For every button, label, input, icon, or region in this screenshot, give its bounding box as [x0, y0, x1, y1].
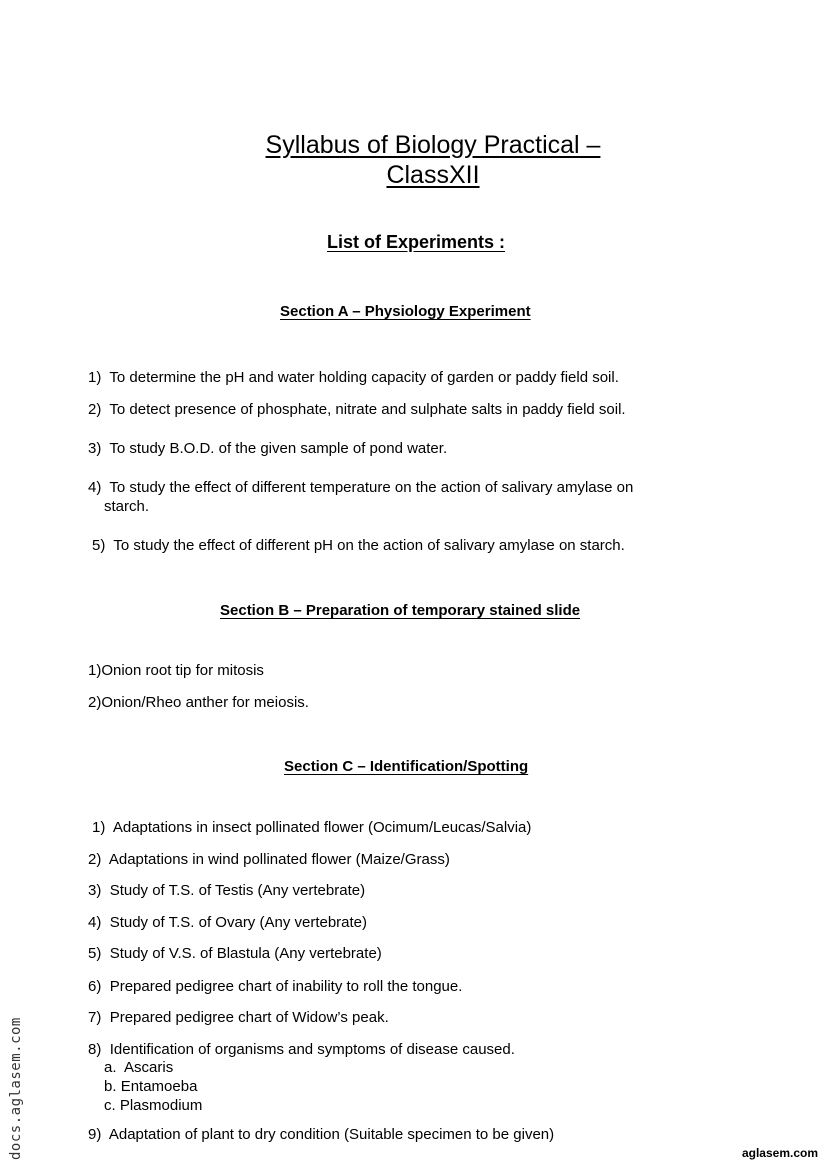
item-number: 5) [92, 537, 106, 554]
list-item [88, 369, 619, 387]
item-text: Study of V.S. of Blastula (Any vertebrate) [109, 945, 382, 962]
sub-list-item [104, 1078, 197, 1096]
item-number: 9) [88, 1126, 102, 1143]
list-item [88, 914, 367, 932]
item-text: Identification of organisms and symptoms of disease caused. [109, 1041, 515, 1058]
item-number: 7) [88, 1009, 102, 1026]
list-item [88, 1009, 389, 1027]
list-heading: List of Experiments : [327, 232, 506, 252]
list-item [88, 882, 365, 900]
sub-list-item [104, 1059, 173, 1077]
item-text: Study of T.S. of Ovary (Any vertebrate) [109, 914, 368, 931]
item-number: 8) [88, 1041, 102, 1058]
item-number: 1) [92, 819, 106, 836]
item-number: 4) [88, 479, 102, 496]
list-item [88, 1041, 515, 1059]
list-item [88, 978, 462, 996]
list-item [88, 401, 626, 419]
item-text: Prepared pedigree chart of inability to roll the tongue. [109, 978, 463, 995]
sub-item-label: c. [104, 1097, 116, 1114]
sub-item-text: Ascaris [124, 1059, 174, 1076]
item-text: To study the effect of different temperature on the action of salivary amylase on [109, 479, 634, 496]
list-item [88, 440, 447, 458]
item-text: Onion root tip for mitosis [101, 662, 264, 679]
side-watermark: docs.aglasem.com [8, 1017, 24, 1160]
sub-item-text: Plasmodium [119, 1097, 203, 1114]
item-number: 6) [88, 978, 102, 995]
list-item [92, 537, 625, 555]
item-number: 3) [88, 882, 102, 899]
item-text: To study the effect of different pH on the action of salivary amylase on starch. [113, 537, 625, 554]
item-number: 2) [88, 401, 102, 418]
item-text: Onion/Rheo anther for meiosis. [101, 694, 309, 711]
list-item [88, 479, 633, 497]
item-text: Adaptation of plant to dry condition (Suitable specimen to be given) [108, 1126, 555, 1143]
item-number: 1) [88, 369, 102, 386]
footer-brand: aglasem.com [741, 1146, 818, 1160]
item-text: To determine the pH and water holding capacity of garden or paddy field soil. [109, 369, 619, 386]
item-continuation: starch. [104, 498, 150, 515]
page-title-line-2: ClassXII [386, 161, 480, 189]
section-b-heading: Section B – Preparation of temporary stained slide [220, 602, 581, 619]
item-text: Adaptations in insect pollinated flower (Ocimum/Leucas/Salvia) [112, 819, 532, 836]
list-item [88, 1126, 554, 1144]
page-title-line-1: Syllabus of Biology Practical – [265, 131, 601, 159]
sub-list-item [104, 1097, 202, 1115]
sub-item-label: b. [104, 1078, 117, 1095]
item-number: 2) [88, 694, 102, 711]
item-text: To detect presence of phosphate, nitrate and sulphate salts in paddy field soil. [109, 401, 626, 418]
item-text: Adaptations in wind pollinated flower (Maize/Grass) [108, 851, 450, 868]
item-text: Study of T.S. of Testis (Any vertebrate) [109, 882, 366, 899]
item-number: 2) [88, 851, 102, 868]
item-number: 5) [88, 945, 102, 962]
item-text: Prepared pedigree chart of Widow’s peak. [109, 1009, 389, 1026]
list-item [88, 694, 309, 712]
item-number: 1) [88, 662, 102, 679]
list-item [92, 819, 531, 837]
list-item [88, 851, 450, 869]
item-text: To study B.O.D. of the given sample of pond water. [109, 440, 448, 457]
item-number: 4) [88, 914, 102, 931]
sub-item-text: Entamoeba [120, 1078, 198, 1095]
item-number: 3) [88, 440, 102, 457]
section-c-heading: Section C – Identification/Spotting [284, 758, 529, 775]
section-a-heading: Section A – Physiology Experiment [280, 303, 531, 320]
list-item [88, 662, 264, 680]
list-item [88, 945, 382, 963]
sub-item-label: a. [104, 1059, 117, 1076]
